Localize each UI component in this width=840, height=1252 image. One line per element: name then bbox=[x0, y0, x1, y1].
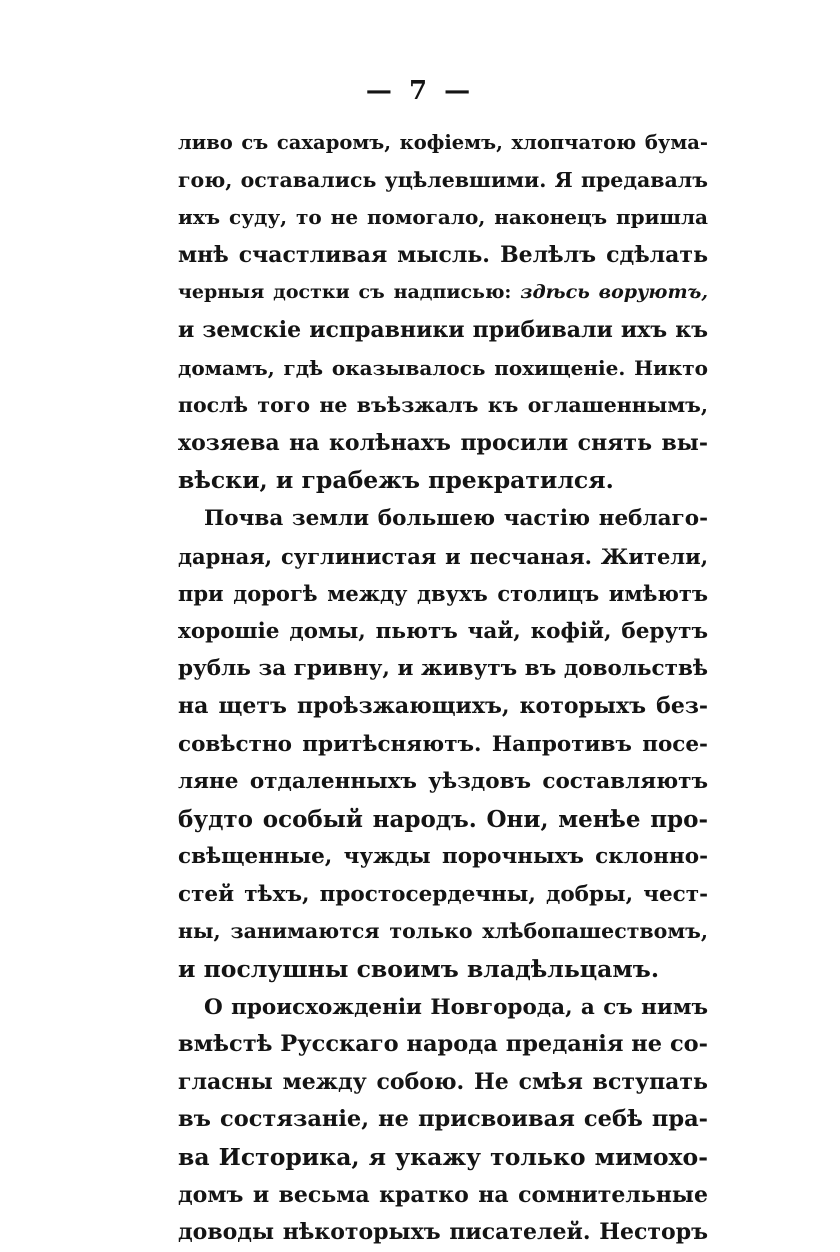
text-line: ва Историка, я укажу только мимохо- bbox=[178, 1143, 708, 1172]
text-line: ны, занимаются только хлѣбопашествомъ, bbox=[178, 919, 708, 944]
text-line-with-italic bbox=[178, 274, 708, 312]
text-line: будто особый народъ. Они, менѣе про- bbox=[178, 805, 708, 833]
text-line: въ состязанiе, не присвоивая себѣ пра- bbox=[178, 1106, 708, 1133]
text-line: рубль за гривну, и живутъ въ довольствѣ bbox=[178, 656, 708, 682]
paragraph-first-line: О происхожденiи Новгорода, а съ нимъ bbox=[204, 994, 708, 1020]
text-line: домъ и весьма кратко на сомнительные bbox=[178, 1181, 708, 1208]
text-line: при дорогѣ между двухъ столицъ имѣютъ bbox=[178, 581, 708, 607]
text-line-last: и послушны своимъ владѣльцамъ. bbox=[178, 955, 660, 984]
text-line: и земскiе исправники прибивали ихъ къ bbox=[178, 316, 708, 343]
text-line: совѣстно притѣсняютъ. Напротивъ посе- bbox=[178, 731, 708, 757]
text-line: домамъ, гдѣ оказывалось похищенiе. Никто bbox=[178, 355, 708, 380]
text-line: гласны между собою. Не смѣя вступать bbox=[178, 1068, 708, 1095]
text-line-start: черныя достки съ надписью: bbox=[178, 281, 521, 304]
text-line: послѣ того не въѣзжалъ къ оглашеннымъ, bbox=[178, 393, 708, 418]
text-line-last: вѣски, и грабежъ прекратился. bbox=[178, 466, 614, 495]
text-line: мнѣ счастливая мысль. Велѣлъ сдѣлать bbox=[178, 241, 708, 268]
text-line: гою, оставались уцѣлевшими. Я предавалъ bbox=[178, 167, 708, 192]
italic-phrase: здѣсь воруютъ, bbox=[520, 281, 708, 304]
text-line: стей тѣхъ, простосердечны, добры, чест- bbox=[178, 881, 708, 907]
text-line: вмѣстѣ Русскаго народа преданiя не со- bbox=[178, 1031, 708, 1058]
page-number: — 7 — bbox=[365, 76, 475, 106]
paragraph-first-line: Почва земли большею частiю неблаго- bbox=[204, 505, 708, 531]
text-line: на щетъ проѣзжающихъ, которыхъ без- bbox=[178, 692, 708, 719]
text-line: свѣщенные, чужды порочныхъ склонно- bbox=[178, 844, 708, 870]
text-line: хозяева на колѣнахъ просили снять вы- bbox=[178, 429, 708, 456]
text-line: хорошiе домы, пьютъ чай, кофiй, берутъ bbox=[178, 618, 708, 644]
text-line: доводы нѣкоторыхъ писателей. Несторъ bbox=[178, 1219, 708, 1246]
text-line: дарная, суглинистая и песчаная. Жители, bbox=[178, 543, 708, 569]
text-line: ляне отдаленныхъ уѣздовъ составляютъ bbox=[178, 769, 708, 795]
body-text bbox=[178, 124, 708, 1252]
text-line: ихъ суду, то не помогало, наконецъ пришла bbox=[178, 205, 708, 230]
text-line: ливо съ сахаромъ, кофiемъ, хлопчатою бума- bbox=[178, 131, 708, 154]
